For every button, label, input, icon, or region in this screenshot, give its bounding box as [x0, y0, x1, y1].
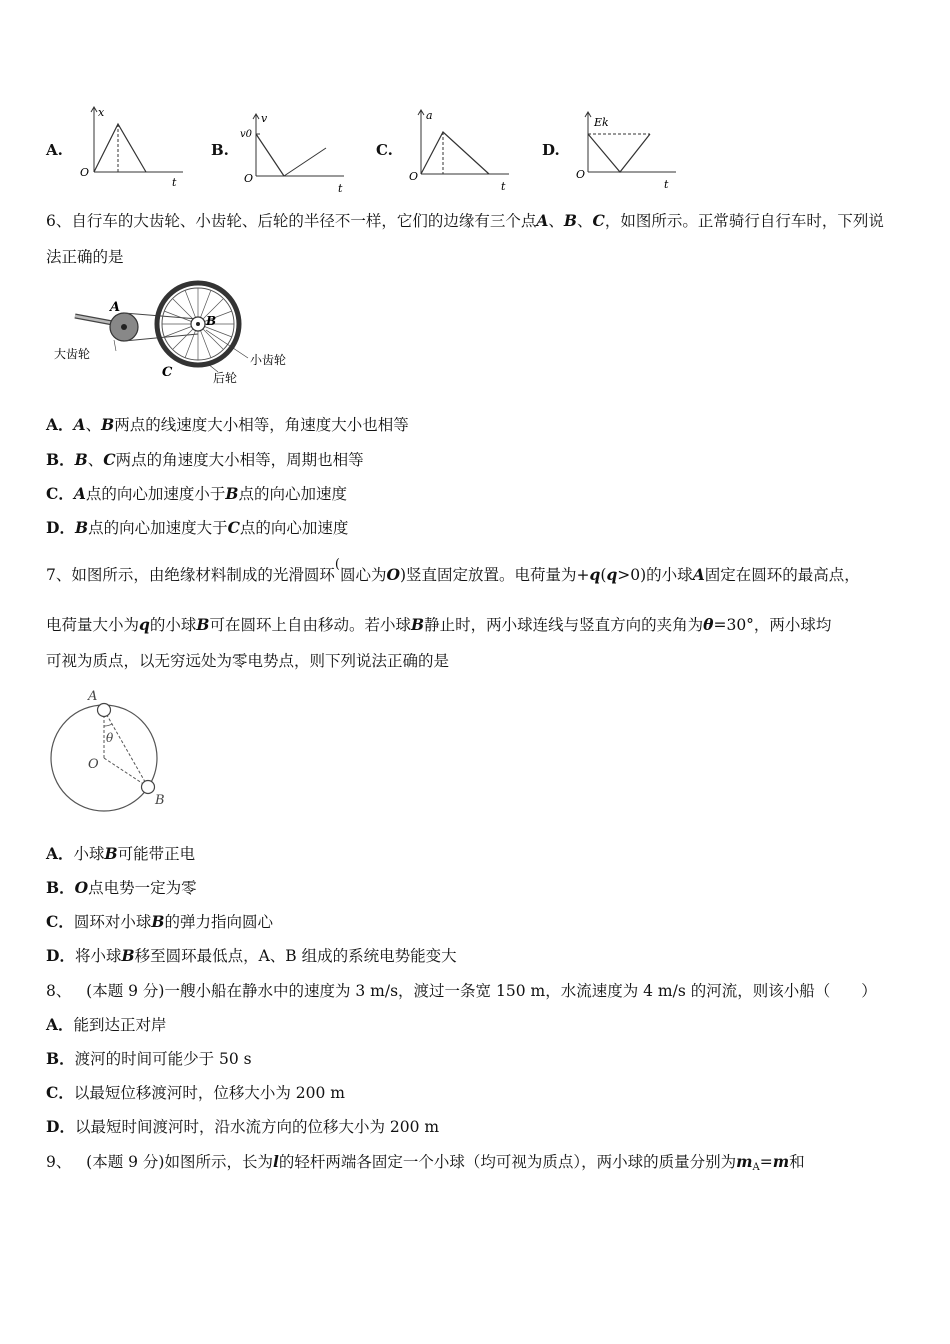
q6-option-d-t2: 点的向心加速度 — [239, 519, 349, 537]
q7-option-c-key: C． — [46, 912, 74, 931]
q5-graph-a — [78, 102, 188, 192]
q7-option-c[interactable] — [46, 911, 273, 933]
q9-t2: 的轻杆两端各固定一个小球（均可视为质点），两小球的质量分别为 — [278, 1153, 737, 1171]
q5-b-origin: O — [244, 172, 254, 185]
q8-option-d-text: 以最短时间渡河时，沿水流方向的位移大小为 200 m — [74, 1118, 440, 1136]
q6-fig-big-gear: 大齿轮 — [54, 347, 91, 361]
q7-l1d: ( — [600, 566, 607, 584]
q9-var-m: m — [736, 1152, 753, 1171]
q5-graph-b — [240, 110, 355, 195]
q8-number: 8、 — [46, 982, 72, 1000]
q8-option-c[interactable] — [46, 1082, 345, 1104]
q9-var-m2: m — [772, 1152, 790, 1171]
q7-l1b: 圆心为 — [339, 566, 387, 584]
q8-option-d-key: D． — [46, 1117, 75, 1136]
q6-option-b-v2: C — [103, 450, 116, 469]
q7-option-b-key: B． — [46, 878, 75, 897]
q7-option-c-t1: 的弹力指向圆心 — [164, 913, 273, 931]
q7-option-a-key: A． — [46, 844, 74, 863]
q5-d-xaxis: t — [664, 178, 669, 191]
q8-option-b-text: 渡河的时间可能少于 50 s — [74, 1050, 252, 1068]
q6-option-d-v1: B — [74, 518, 89, 537]
q8-option-b-key: B． — [46, 1049, 75, 1068]
q7-l2e: =30°，两小球均 — [713, 616, 832, 634]
q6-stem-line2: 法正确的是 — [46, 248, 124, 266]
q6-option-c-t2: 点的向心加速度 — [238, 485, 348, 503]
q7-var-q: q — [589, 565, 601, 584]
q6-option-b-t2: 两点的角速度大小相等，周期也相等 — [115, 451, 364, 469]
q7-l2d: 静止时，两小球连线与竖直方向的夹角为 — [424, 616, 704, 634]
q5-graphs — [0, 100, 950, 195]
q7-var-q3: q — [139, 615, 150, 634]
q6-option-b-key: B． — [46, 450, 75, 469]
q9-number: 9、 — [46, 1153, 72, 1171]
q6-stem-line1 — [46, 210, 884, 232]
q6-option-c-v1: A — [73, 484, 86, 503]
q7-l1a: 7、如图所示，由绝缘材料制成的光滑圆环 — [46, 566, 335, 584]
q6-fig-c: C — [162, 365, 173, 380]
q8-option-c-key: C． — [46, 1083, 74, 1102]
q6-option-d-v2: C — [227, 518, 240, 537]
q7-var-a: A — [692, 565, 705, 584]
q7-var-theta: θ — [703, 615, 714, 634]
q7-ring-figure — [44, 682, 174, 822]
q5-c-origin: O — [409, 170, 419, 183]
q8-option-c-text: 以最短位移渡河时，位移大小为 200 m — [73, 1084, 345, 1102]
q7-option-d-v: B — [121, 946, 135, 965]
q6-option-a-v1: A — [73, 415, 86, 434]
q6-fig-small-gear: 小齿轮 — [250, 353, 287, 367]
q5-option-b-label[interactable]: B. — [211, 141, 229, 159]
q5-graph-d — [572, 108, 687, 194]
q7-paren: ( — [334, 557, 340, 572]
q7-l2c: 可在圆环上自由移动。若小球 — [209, 616, 411, 634]
q7-option-c-t0: 圆环对小球 — [73, 913, 152, 931]
q5-a-xaxis: t — [172, 176, 177, 189]
q7-fig-o: O — [88, 757, 99, 772]
q7-option-d[interactable] — [46, 945, 457, 967]
q9-t3: = — [759, 1153, 773, 1171]
q5-a-yaxis: x — [98, 106, 105, 119]
q5-b-yaxis: v — [261, 112, 268, 125]
q7-l1c: )竖直固定放置。电荷量为+ — [399, 566, 590, 584]
q5-a-origin: O — [80, 166, 90, 179]
q8-stem — [46, 980, 877, 1002]
q6-option-a-t1: 、 — [85, 416, 102, 434]
q6-option-a-key: A． — [46, 415, 74, 434]
q9-stem — [46, 1151, 805, 1179]
q7-option-a[interactable] — [46, 843, 195, 865]
q8-option-d[interactable] — [46, 1116, 439, 1138]
q6-option-d-t1: 点的向心加速度大于 — [88, 519, 228, 537]
q7-option-b-v: O — [74, 878, 89, 897]
q6-fig-rear-wheel: 后轮 — [213, 371, 238, 385]
q5-d-origin: O — [576, 168, 586, 181]
q7-option-b[interactable] — [46, 877, 197, 899]
q7-option-d-t1: 移至圆环最低点，A、B 组成的系统电势能变大 — [134, 947, 457, 965]
q7-option-a-v: B — [104, 844, 118, 863]
q6-fig-b: B — [206, 314, 217, 328]
q5-b-tick: v0 — [240, 129, 253, 140]
q6-option-d[interactable] — [46, 517, 348, 539]
q6-option-b-t1: 、 — [87, 451, 104, 469]
q7-var-b2: B — [411, 615, 425, 634]
q6-option-a[interactable] — [46, 414, 409, 436]
q5-option-c-label[interactable]: C. — [376, 141, 393, 159]
q6-bicycle-figure — [50, 280, 310, 390]
q6-option-c[interactable] — [46, 483, 347, 505]
q7-l2b: 的小球 — [149, 616, 197, 634]
q6-option-c-key: C． — [46, 484, 74, 503]
q6-option-c-v2: B — [225, 484, 239, 503]
q6-sep1: 、 — [548, 212, 564, 230]
q6-option-a-v2: B — [101, 415, 115, 434]
q7-stem-line2 — [46, 614, 831, 636]
q6-sep2: 、 — [577, 212, 593, 230]
q5-c-yaxis: a — [426, 109, 433, 122]
q6-var-c: C — [592, 211, 605, 230]
q7-option-c-v: B — [151, 912, 165, 931]
q5-graph-c — [405, 106, 520, 192]
q7-option-a-t1: 可能带正电 — [117, 845, 196, 863]
q7-var-o: O — [386, 565, 400, 584]
q5-c-xaxis: t — [501, 180, 506, 192]
q6-option-c-t1: 点的向心加速度小于 — [85, 485, 226, 503]
q8-option-a[interactable] — [46, 1014, 167, 1036]
q7-stem-line3: 可视为质点，以无穷远处为零电势点，则下列说法正确的是 — [46, 652, 450, 670]
q5-b-xaxis: t — [338, 182, 343, 195]
q5-d-yaxis: Ek — [594, 116, 609, 129]
q5-option-d-label[interactable]: D. — [542, 141, 560, 159]
q7-var-b: B — [196, 615, 210, 634]
q9-sub-a: A — [752, 1162, 760, 1173]
q6-option-b-v1: B — [74, 450, 88, 469]
q8-option-b[interactable] — [46, 1048, 252, 1070]
q7-option-d-t0: 将小球 — [74, 947, 122, 965]
q6-stem-text-suffix: ，如图所示。正常骑行自行车时，下列说 — [604, 212, 884, 230]
q6-var-b: B — [563, 211, 578, 230]
q6-option-a-t2: 两点的线速度大小相等，角速度大小也相等 — [114, 416, 409, 434]
q9-var-l: l — [272, 1152, 279, 1171]
q7-fig-theta: θ — [106, 731, 114, 745]
q7-l2a: 电荷量大小为 — [46, 616, 140, 634]
q8-stem-text: (本题 9 分)一艘小船在静水中的速度为 3 m/s，渡过一条宽 150 m，水流速度为 4 m/s 的河流，则该小船（ ） — [86, 982, 877, 1000]
q7-option-d-key: D． — [46, 946, 75, 965]
q7-fig-a: A — [88, 689, 98, 704]
q6-stem-text: 6、自行车的大齿轮、小齿轮、后轮的半径不一样，它们的边缘有三个点 — [46, 212, 537, 230]
q5-option-a-label[interactable]: A. — [46, 141, 63, 159]
q6-option-b[interactable] — [46, 449, 364, 471]
q8-option-a-text: 能到达正对岸 — [73, 1016, 167, 1034]
q6-var-a: A — [536, 211, 549, 230]
q7-l1f: 固定在圆环的最高点， — [704, 566, 860, 584]
q7-var-q2: q — [606, 565, 618, 584]
q7-l1e: >0)的小球 — [617, 566, 693, 584]
q9-t1: (本题 9 分)如图所示，长为 — [86, 1153, 273, 1171]
q6-option-d-key: D． — [46, 518, 75, 537]
q7-stem-line1 — [46, 557, 860, 588]
q6-fig-a: A — [110, 300, 121, 315]
q7-fig-b: B — [155, 793, 165, 808]
q8-option-a-key: A． — [46, 1015, 74, 1034]
q9-t4: 和 — [789, 1153, 805, 1171]
q7-option-a-t0: 小球 — [73, 845, 105, 863]
q7-option-b-t1: 点电势一定为零 — [88, 879, 197, 897]
